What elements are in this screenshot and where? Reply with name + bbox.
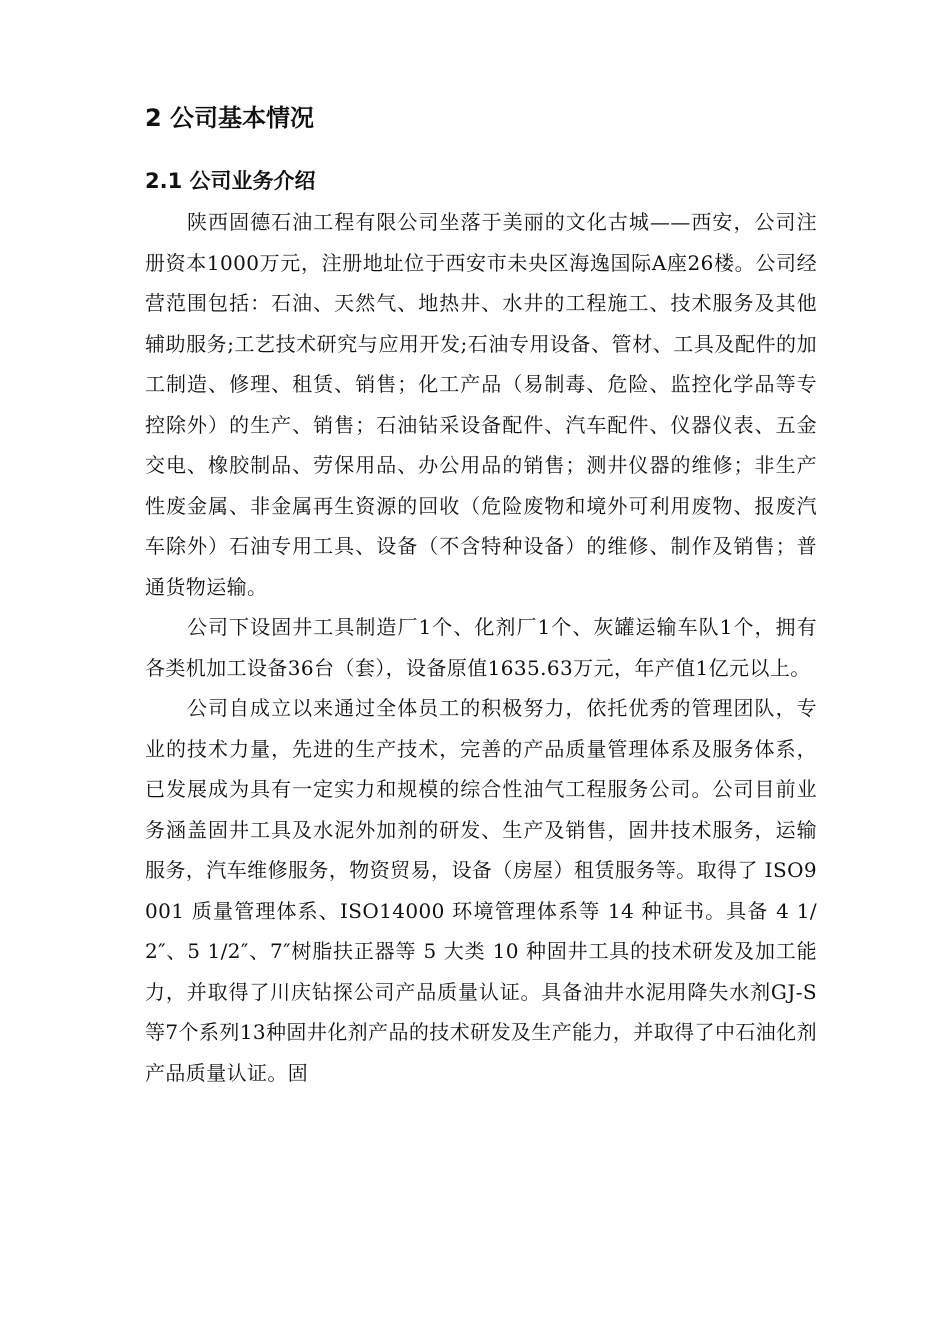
body-text [145,202,817,1093]
subsection-heading: 2.1 公司业务介绍 [145,169,316,193]
section-heading: 2 公司基本情况 [145,104,315,132]
paragraph-development: 公司自成立以来通过全体员工的积极努力，依托优秀的管理团队，专业的技术力量，先进的生产技术，完善的产品质量管理体系及服务体系，已发展成为具有一定实力和规模的综合性油气工程服务公司。公司目前业务涵盖固井工具及水泥外加剂的研发、生产及销售，固井技术服务，运输服务，汽车维修服务，物资贸易，设备（房屋）租赁服务等。取得了 ISO9001 质量管理体系、ISO14000 环境管理体系等 14 种证书。具备 4 1/2″、5 1/2″、7″树脂扶正器等 5 大类 10 种固井工具的技术研发及加工能力，并取得了川庆钻探公司产品质量认证。具备油井水泥用降失水剂GJ-S等7个系列13种固井化剂产品的技术研发及生产能力，并取得了中石油化剂产品质量认证。固 [145,696,817,1085]
paragraph-business-scope: 陕西固德石油工程有限公司坐落于美丽的文化古城——西安，公司注册资本1000万元，注册地址位于西安市未央区海逸国际A座26楼。公司经营范围包括：石油、天然气、地热井、水井的工程施工、技术服务及其他辅助服务;工艺技术研究与应用开发;石油专用设备、管材、工具及配件的加工制造、修理、租赁、销售；化工产品（易制毒、危险、监控化学品等专控除外）的生产、销售；石油钻采设备配件、汽车配件、仪器仪表、五金交电、橡胶制品、劳保用品、办公用品的销售；测井仪器的维修；非生产性废金属、非金属再生资源的回收（危险废物和境外可利用废物、报废汽车除外）石油专用工具、设备（不含特种设备）的维修、制作及销售；普通货物运输。 [145,210,817,599]
paragraph-facilities: 公司下设固井工具制造厂1个、化剂厂1个、灰罐运输车队1个，拥有各类机加工设备36台（套），设备原值1635.63万元，年产值1亿元以上。 [145,615,817,680]
